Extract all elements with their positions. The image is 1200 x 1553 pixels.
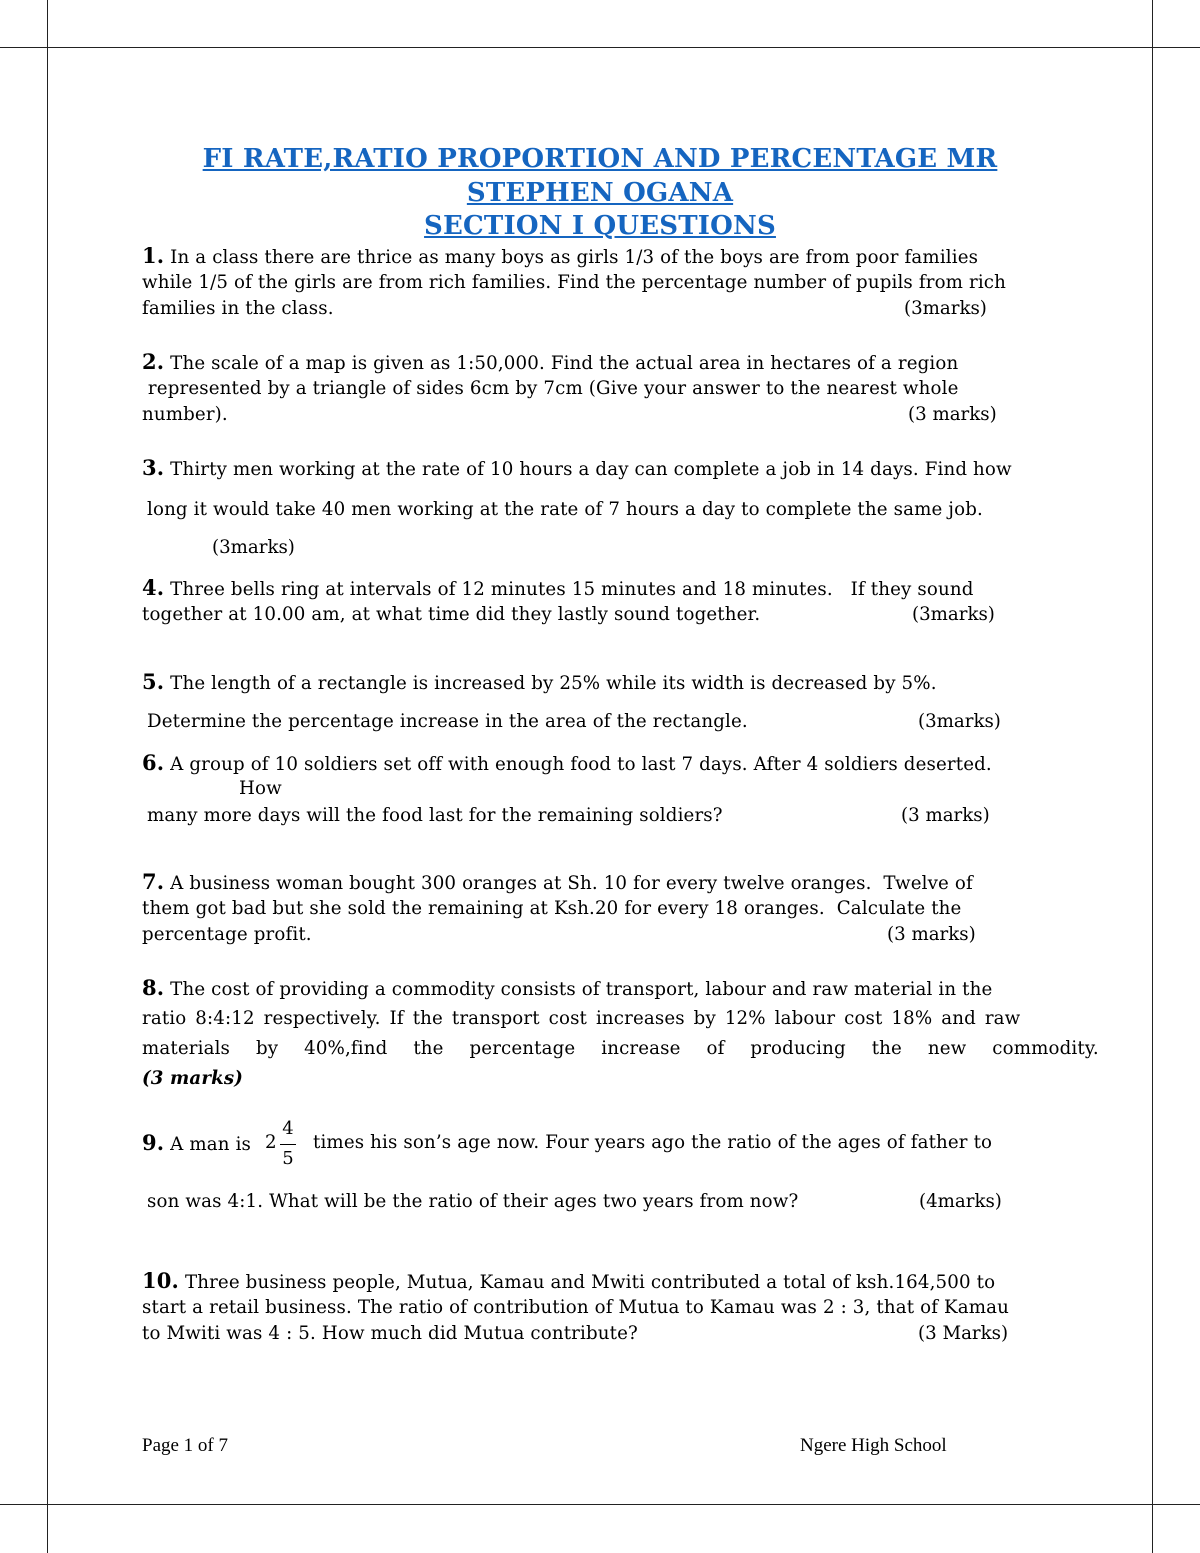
fraction-whole: 2: [265, 1132, 277, 1153]
question-2-marks: (3 marks): [908, 404, 997, 425]
question-3-line2: long it would take 40 men working at the rate of 7 hours a day to complete the same job.: [147, 499, 983, 520]
crop-mark: [1152, 1505, 1153, 1553]
question-5-line1: 5. The length of a rectangle is increased by 25% while its width is decreased by 5%.: [142, 669, 937, 694]
footer-page-number: Page 1 of 7: [142, 1435, 229, 1456]
question-4-marks: (3marks): [912, 604, 995, 625]
page-title-line1: FI RATE,RATIO PROPORTION AND PERCENTAGE MR: [202, 144, 998, 174]
crop-mark: [0, 47, 47, 48]
question-9-line2: son was 4:1. What will be the ratio of their ages two years from now?: [147, 1191, 799, 1212]
question-9-marks: (4marks): [919, 1191, 1002, 1212]
question-7-line2: them got bad but she sold the remaining at Ksh.20 for every 18 oranges. Calculate the: [142, 898, 962, 919]
question-3-line1: 3. Thirty men working at the rate of 10 hours a day can complete a job in 14 days. Find how: [142, 455, 1012, 480]
question-1-line1: 1. In a class there are thrice as many boys as girls 1/3 of the boys are from poor families: [142, 243, 979, 268]
crop-mark: [47, 0, 48, 47]
question-4-line1: 4. Three bells ring at intervals of 12 minutes 15 minutes and 18 minutes. If they sound: [142, 575, 974, 600]
question-6-line2: How: [239, 778, 282, 799]
question-1-marks: (3marks): [904, 298, 987, 319]
crop-mark: [47, 1505, 48, 1553]
question-5-marks: (3marks): [918, 711, 1001, 732]
fraction-numerator: 4: [282, 1118, 294, 1139]
question-3-marks: (3marks): [212, 537, 295, 558]
crop-mark: [1153, 1504, 1200, 1505]
question-10-line1: 10. Three business people, Mutua, Kamau and Mwiti contributed a total of ksh.164,500 to: [142, 1268, 996, 1293]
question-1-line3: families in the class.: [142, 298, 334, 319]
question-10-line2: start a retail business. The ratio of contribution of Mutua to Kamau was 2 : 3, that of Kamau: [142, 1297, 1009, 1318]
fraction-denominator: 5: [282, 1148, 294, 1169]
crop-mark: [1153, 47, 1200, 48]
question-2-line3: number).: [142, 404, 228, 425]
question-8-marks: (3 marks): [142, 1068, 243, 1089]
question-6-line3: many more days will the food last for the remaining soldiers?: [147, 805, 723, 826]
question-5-line2: Determine the percentage increase in the area of the rectangle.: [147, 711, 748, 732]
question-9-line1-pre: 9. A man is: [142, 1130, 252, 1155]
question-10-marks: (3 Marks): [918, 1323, 1009, 1344]
question-9-line1-post: times his son’s age now. Four years ago the ratio of the ages of father to: [313, 1132, 993, 1153]
page-title-line2: STEPHEN OGANA: [466, 178, 734, 208]
question-4-line2: together at 10.00 am, at what time did they lastly sound together.: [142, 604, 761, 625]
question-2-line2: represented by a triangle of sides 6cm by 7cm (Give your answer to the nearest whole: [142, 378, 959, 399]
question-8-line2: ratio 8:4:12 respectively. If the transport cost increases by 12% labour cost 18% and raw: [142, 1008, 1021, 1029]
question-7-line1: 7. A business woman bought 300 oranges at Sh. 10 for every twelve oranges. Twelve of: [142, 869, 973, 894]
question-6-line1: 6. A group of 10 soldiers set off with enough food to last 7 days. After 4 soldiers deserted.: [142, 750, 992, 775]
question-7-marks: (3 marks): [887, 924, 976, 945]
section-heading: SECTION I QUESTIONS: [424, 211, 776, 241]
question-number: 1.: [142, 243, 165, 268]
question-8-line3: materials by 40%,find the percentage increase of producing the new commodity.: [142, 1038, 1099, 1059]
question-2-line1: 2. The scale of a map is given as 1:50,000. Find the actual area in hectares of a region: [142, 349, 959, 374]
question-8-line1: 8. The cost of providing a commodity consists of transport, labour and raw material in the: [142, 975, 993, 1000]
fraction-bar: [280, 1144, 296, 1145]
crop-mark: [1152, 0, 1153, 47]
question-6-marks: (3 marks): [901, 805, 990, 826]
question-10-line3: to Mwiti was 4 : 5. How much did Mutua contribute?: [142, 1323, 638, 1344]
footer-school-name: Ngere High School: [800, 1435, 947, 1456]
question-1-line2: while 1/5 of the girls are from rich families. Find the percentage number of pupils from rich: [142, 272, 1007, 293]
crop-mark: [0, 1504, 47, 1505]
question-7-line3: percentage profit.: [142, 924, 312, 945]
